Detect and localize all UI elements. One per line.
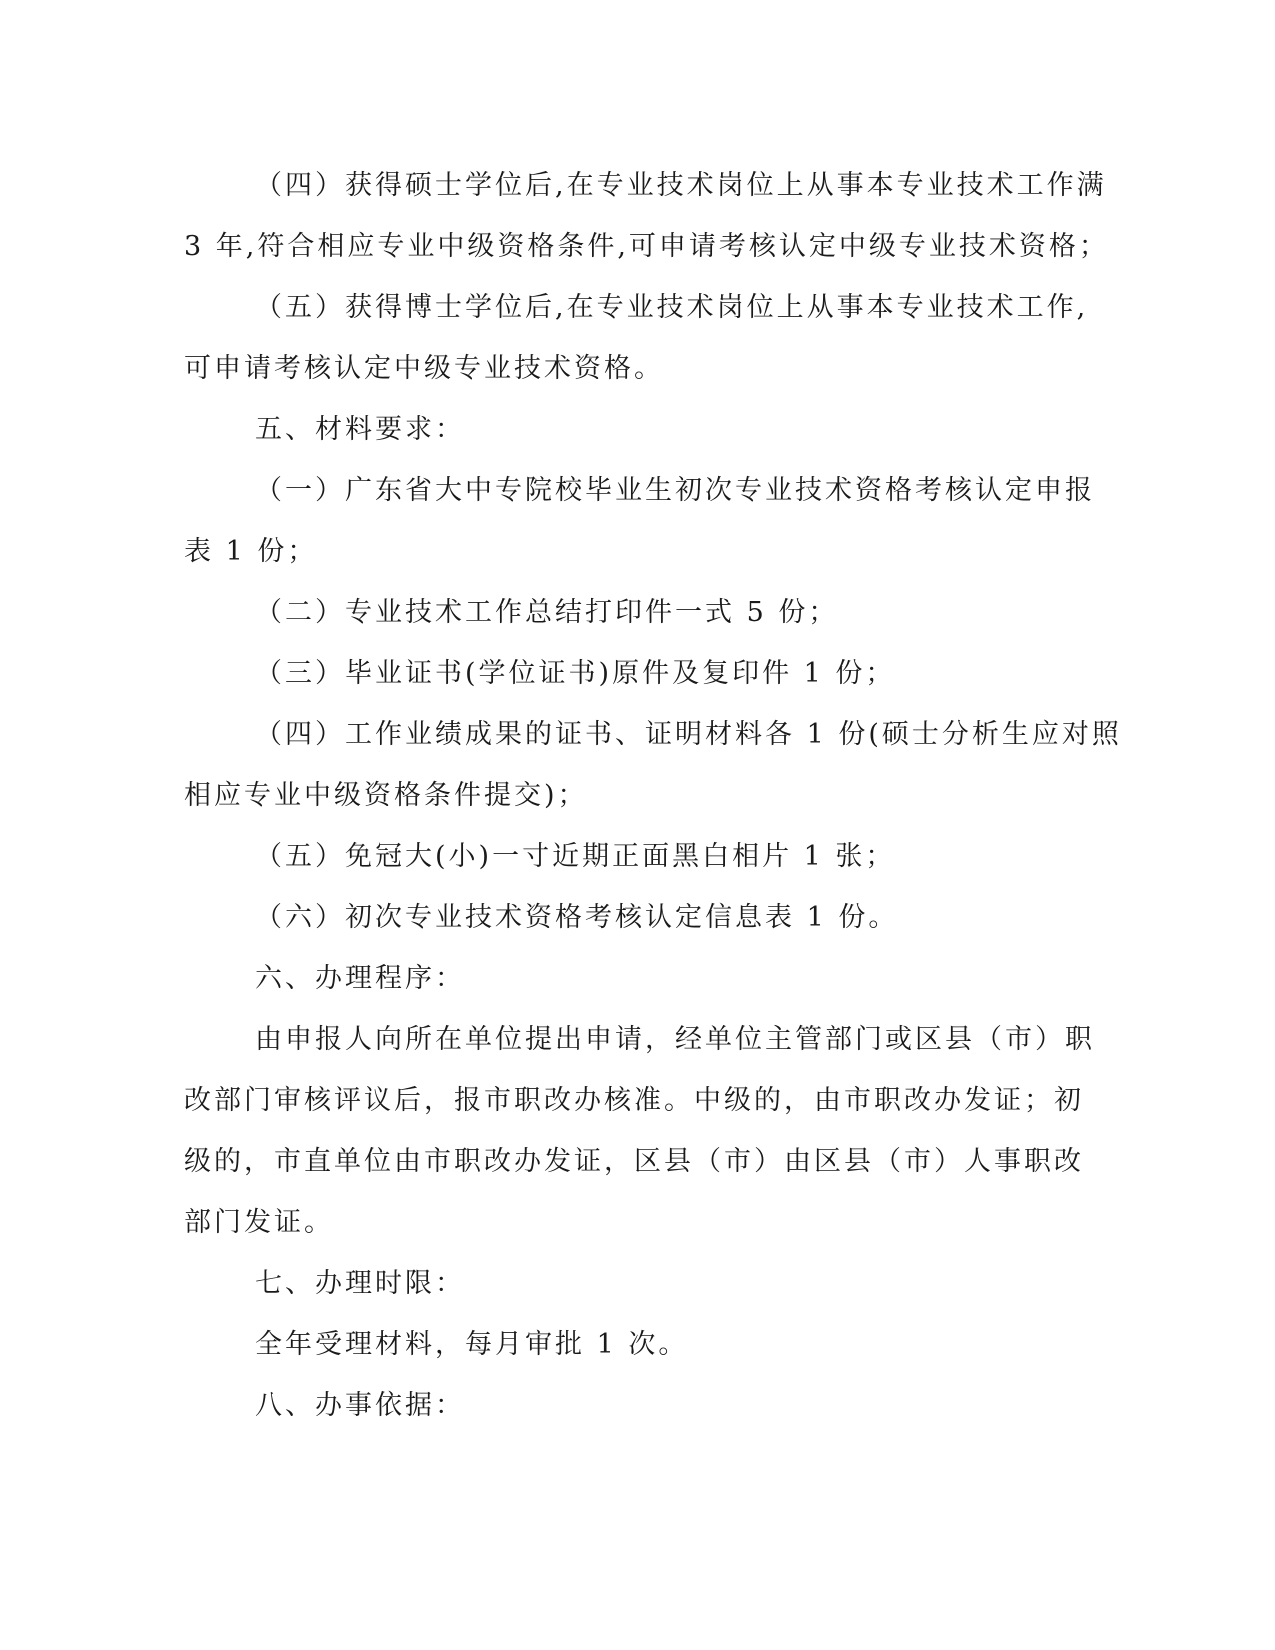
section-heading: 七、办理时限：	[255, 1268, 465, 1299]
paragraph-line: 表 1 份；	[184, 536, 318, 567]
section-heading: 五、材料要求：	[255, 414, 465, 445]
paragraph-line: 3 年,符合相应专业中级资格条件,可申请考核认定中级专业技术资格；	[184, 231, 1109, 262]
section-heading: 六、办理程序：	[255, 963, 465, 994]
paragraph-line: （五）免冠大(小)一寸近期正面黑白相片 1 张；	[255, 841, 896, 872]
paragraph-line: （一）广东省大中专院校毕业生初次专业技术资格考核认定申报	[255, 475, 1095, 506]
paragraph-line: （四）工作业绩成果的证书、证明材料各 1 份(硕士分析生应对照	[255, 719, 1122, 750]
paragraph-line: （三）毕业证书(学位证书)原件及复印件 1 份；	[255, 658, 896, 689]
paragraph-line: 由申报人向所在单位提出申请，经单位主管部门或区县（市）职	[255, 1024, 1095, 1055]
paragraph-line: 部门发证。	[184, 1207, 334, 1238]
section-heading: 八、办事依据：	[255, 1390, 465, 1421]
paragraph-line: 全年受理材料，每月审批 1 次。	[255, 1329, 689, 1360]
paragraph-line: （二）专业技术工作总结打印件一式 5 份；	[255, 597, 839, 628]
paragraph-line: （六）初次专业技术资格考核认定信息表 1 份。	[255, 902, 899, 933]
paragraph-line: 可申请考核认定中级专业技术资格。	[184, 353, 664, 384]
document-body	[184, 155, 1122, 1436]
paragraph-line: （五）获得博士学位后,在专业技术岗位上从事本专业技术工作,	[255, 292, 1089, 323]
paragraph-line: 级的，市直单位由市职改办发证，区县（市）由区县（市）人事职改	[184, 1146, 1084, 1177]
paragraph-line: （四）获得硕士学位后,在专业技术岗位上从事本专业技术工作满	[255, 170, 1107, 201]
paragraph-line: 改部门审核评议后，报市职改办核准。中级的，由市职改办发证；初	[184, 1085, 1084, 1116]
paragraph-line: 相应专业中级资格条件提交)；	[184, 780, 588, 811]
